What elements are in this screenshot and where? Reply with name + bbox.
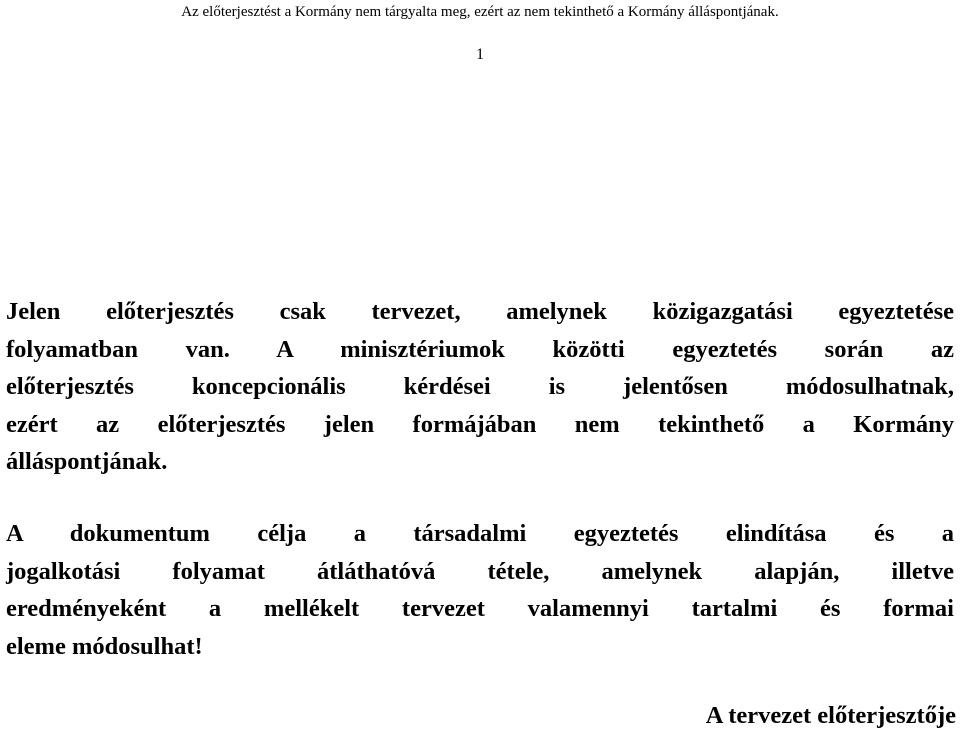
paragraph-line: álláspontjának. [6, 448, 168, 475]
paragraph-line: folyamatban van. A minisztériumok közötti egyeztetés során az [6, 335, 954, 363]
paragraph-line: eleme módosulhat! [6, 632, 203, 660]
paragraph-line: jogalkotási folyamat átláthatóvá tétele, amelynek alapján, illetve [6, 557, 954, 585]
disclaimer-paragraph [6, 293, 954, 481]
running-header: Az előterjesztést a Kormány nem tárgyalta meg, ezért az nem tekinthető a Kormány álláspontjának. [181, 4, 779, 20]
page-number: 1 [476, 46, 484, 63]
paragraph-line: ezért az előterjesztés jelen formájában nem tekinthető a Kormány [6, 410, 954, 438]
paragraph-line: eredményeként a mellékelt tervezet valamennyi tartalmi és formai [6, 595, 954, 622]
paragraph-line: Jelen előterjesztés csak tervezet, amelynek közigazgatási egyeztetése [6, 298, 954, 325]
signature-line: A tervezet előterjesztője [705, 702, 956, 729]
paragraph-line: A dokumentum célja a társadalmi egyeztetés elindítása és a [6, 520, 954, 547]
purpose-paragraph [6, 515, 954, 665]
paragraph-line: előterjesztés koncepcionális kérdései is jelentősen módosulhatnak, [6, 373, 954, 400]
